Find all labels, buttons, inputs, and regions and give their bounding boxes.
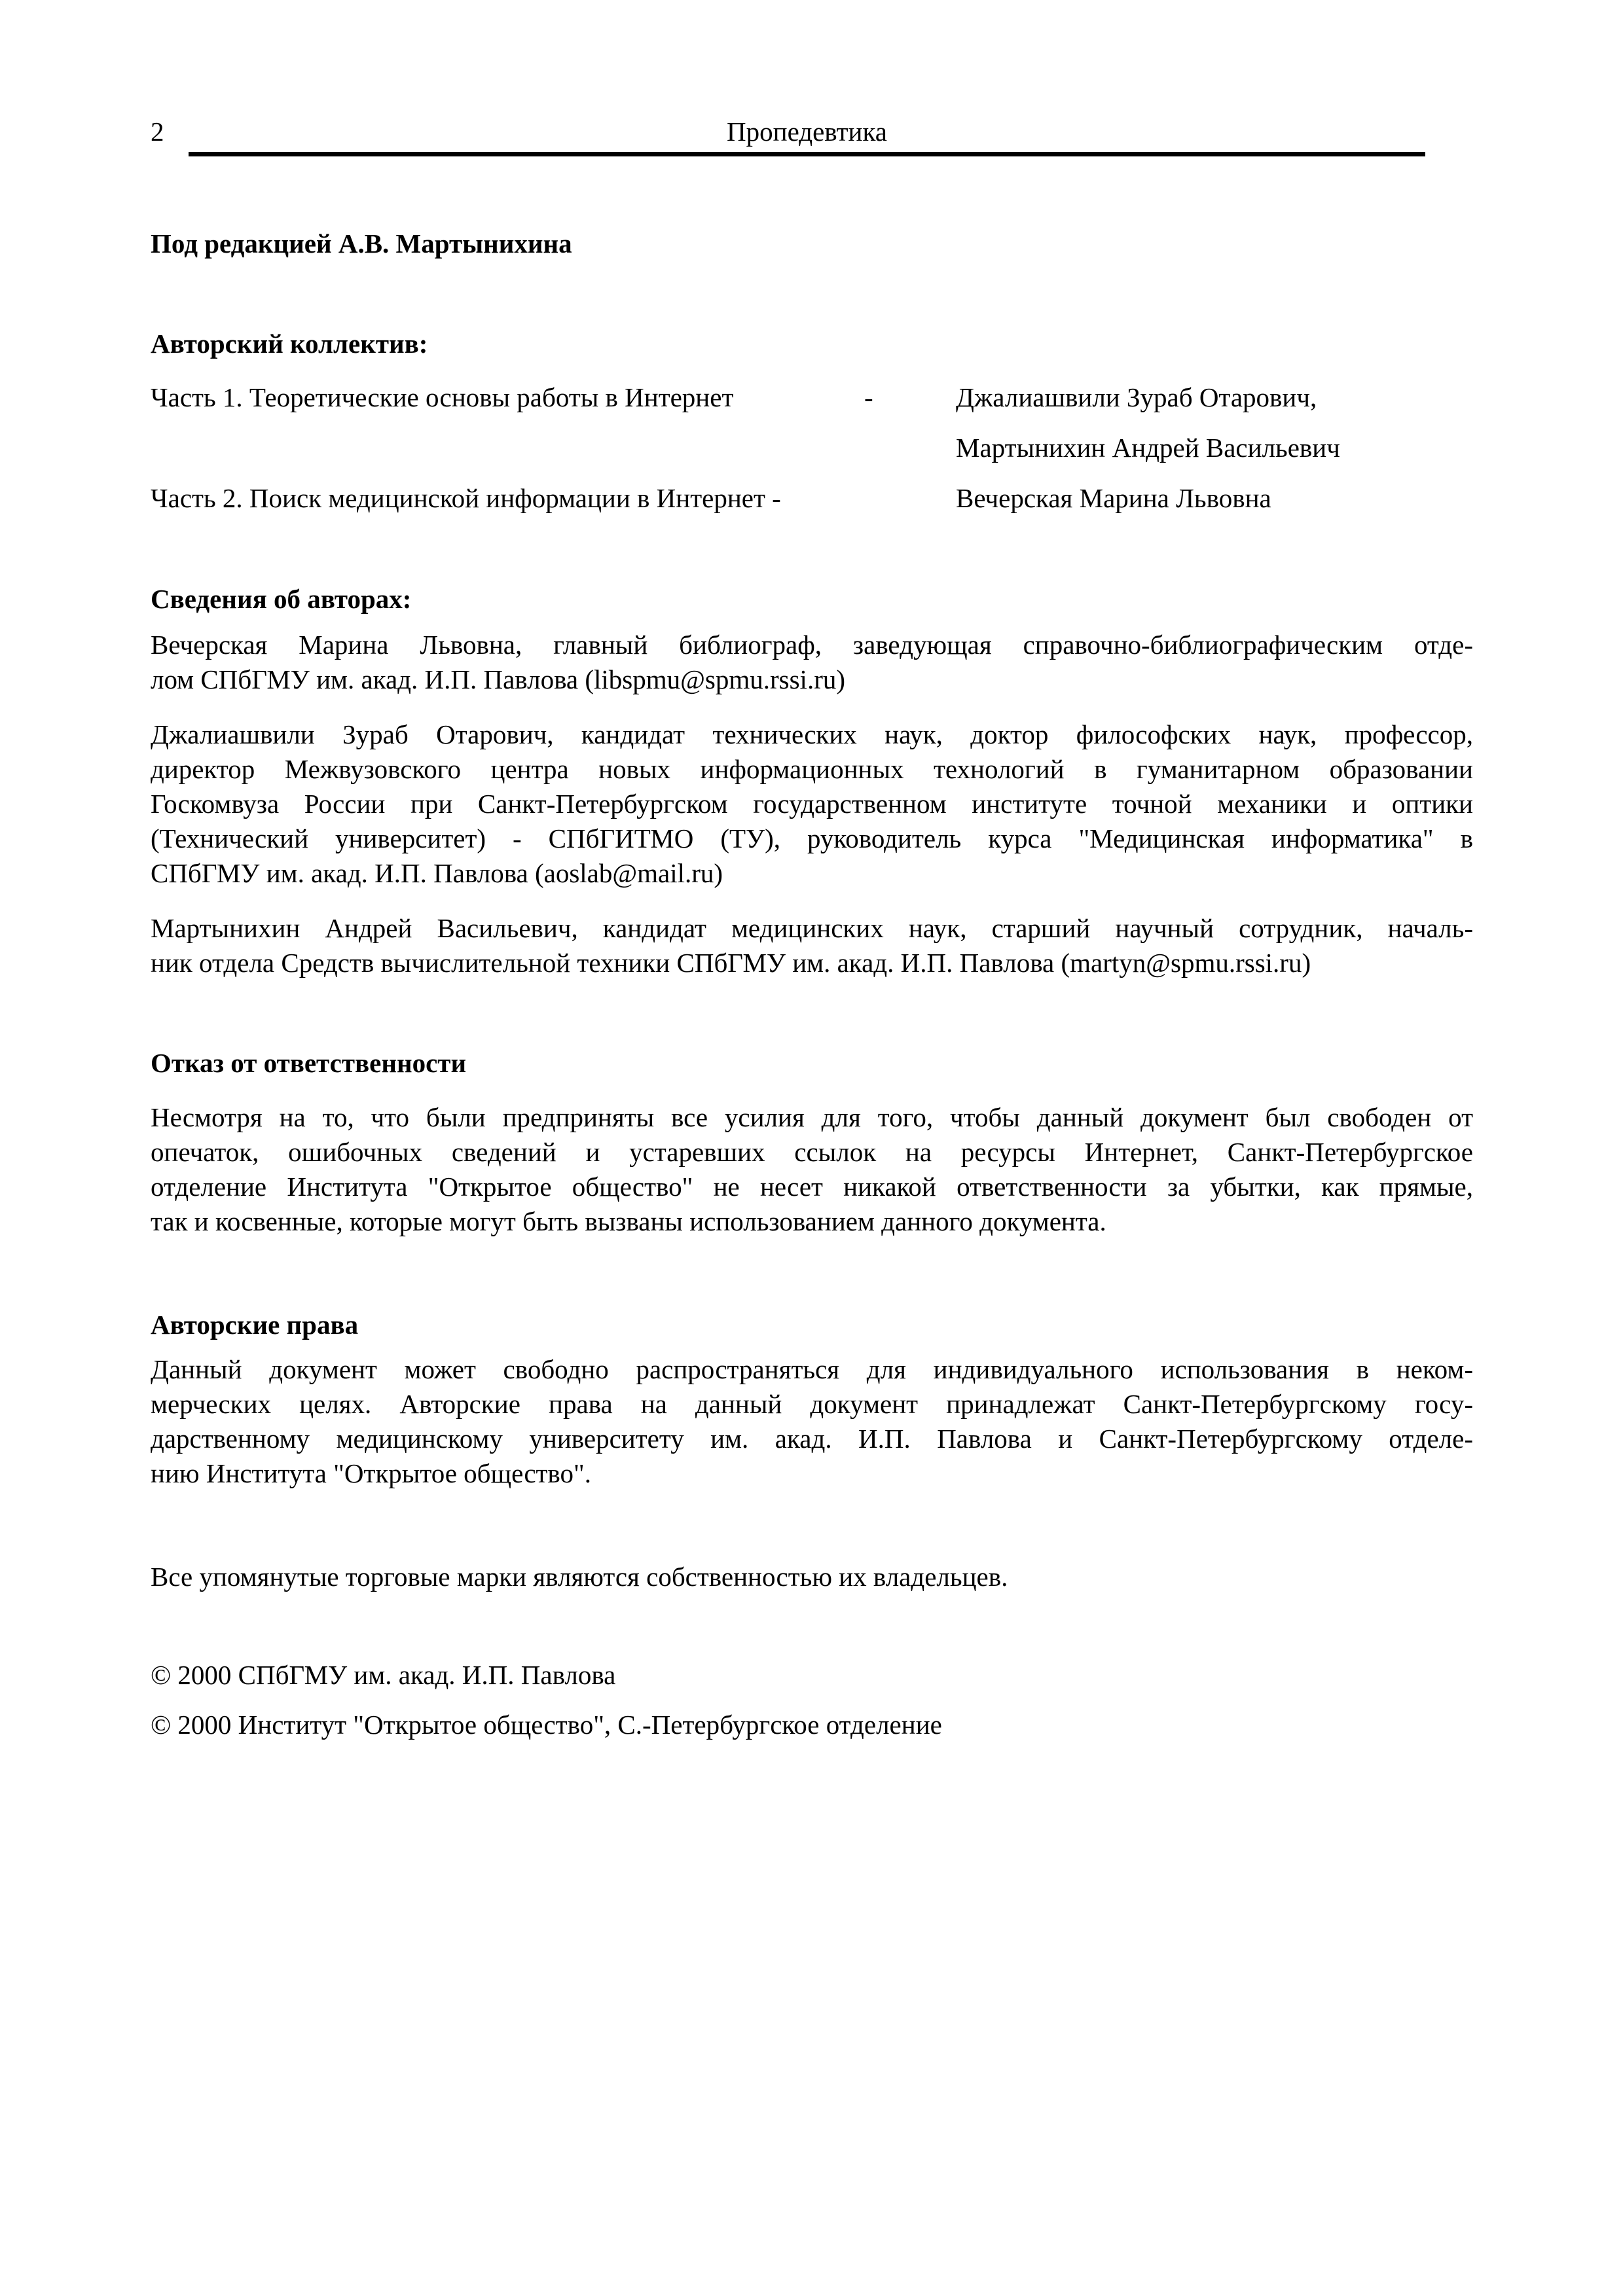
- running-head: [151, 115, 1473, 149]
- paragraph-line: Данный документ может свободно распространяться для индивидуального использования в неком-: [151, 1354, 1473, 1384]
- about-author-paragraph-martynikhin: [151, 911, 1473, 980]
- copyright-paragraph: [151, 1352, 1473, 1491]
- paragraph-line: опечаток, ошибочных сведений и устаревших ссылок на ресурсы Интернет, Санкт-Петербургское: [151, 1137, 1473, 1167]
- author-row-name: Мартынихин Андрей Васильевич: [956, 433, 1340, 463]
- disclaimer-heading: Отказ от ответственности: [151, 1048, 467, 1078]
- paragraph-line: директор Межвузовского центра новых информационных технологий в гуманитарном образовании: [151, 754, 1473, 784]
- about-author-paragraph-dzhaliashvili: [151, 717, 1473, 891]
- paragraph-line: отделение Института "Открытое общество" не несет никакой ответственности за убытки, как прямые,: [151, 1172, 1473, 1202]
- paragraph-line: дарственному медицинскому университету им. акад. И.П. Павлова и Санкт-Петербургскому отделе-: [151, 1424, 1473, 1454]
- paragraph-line: мерческих целях. Авторские права на данный документ принадлежат Санкт-Петербургскому госу-: [151, 1389, 1473, 1419]
- author-row-dash: -: [864, 382, 873, 412]
- paragraph-line: Мартынихин Андрей Васильевич, кандидат медицинских наук, старший научный сотрудник, началь-: [151, 913, 1473, 943]
- trademarks-note: Все упомянутые торговые марки являются собственностью их владельцев.: [151, 1562, 1008, 1592]
- paragraph-line: лом СПбГМУ им. акад. И.П. Павлова (libspmu@spmu.rssi.ru): [151, 664, 845, 694]
- copyright-line: © 2000 Институт "Открытое общество", С.-Петербургское отделение: [151, 1710, 942, 1740]
- paragraph-line: Джалиашвили Зураб Отарович, кандидат технических наук, доктор философских наук, профессор,: [151, 719, 1473, 749]
- author-row: [151, 380, 1473, 415]
- paragraph-line: СПбГМУ им. акад. И.П. Павлова (aoslab@mail.ru): [151, 858, 723, 888]
- paragraph-line: Вечерская Марина Львовна, главный библиограф, заведующая справочно-библиографическим отде-: [151, 630, 1473, 660]
- paragraph-line: Госкомвуза России при Санкт-Петербургском государственном институте точной механики и оптики: [151, 789, 1473, 819]
- edited-by-line: Под редакцией А.В. Мартынихина: [151, 228, 572, 259]
- paragraph-line: Несмотря на то, что были предприняты все усилия для того, чтобы данный документ был свободен от: [151, 1102, 1473, 1132]
- header-rule: [189, 115, 1425, 156]
- author-row-name: Джалиашвили Зураб Отарович,: [956, 382, 1317, 412]
- page-number: 2: [151, 117, 164, 147]
- running-head-title: Пропедевтика: [727, 117, 887, 147]
- author-row: [151, 481, 1473, 516]
- about-author-paragraph-vecherskaya: [151, 628, 1473, 697]
- paragraph-line: ник отдела Средств вычислительной техники СПбГМУ им. акад. И.П. Павлова (martyn@spmu.rssi.ru): [151, 948, 1311, 978]
- copyright-line: © 2000 СПбГМУ им. акад. И.П. Павлова: [151, 1660, 616, 1690]
- paragraph-line: (Технический университет) - СПбГИТМО (ТУ), руководитель курса "Медицинская информатика" в: [151, 823, 1473, 853]
- authors-section-heading: Авторский коллектив:: [151, 329, 428, 359]
- paragraph-line: так и косвенные, которые могут быть вызваны использованием данного документа.: [151, 1206, 1106, 1236]
- author-row-part-label: Часть 1. Теоретические основы работы в Интернет: [151, 382, 734, 412]
- copyright-section-heading: Авторские права: [151, 1310, 359, 1340]
- about-authors-heading: Сведения об авторах:: [151, 584, 412, 614]
- author-row-part-label: Часть 2. Поиск медицинской информации в Интернет -: [151, 483, 781, 513]
- paragraph-line: нию Института "Открытое общество".: [151, 1458, 591, 1488]
- author-row-name: Вечерская Марина Львовна: [956, 483, 1271, 513]
- author-row: [151, 431, 1473, 465]
- disclaimer-paragraph: [151, 1100, 1473, 1239]
